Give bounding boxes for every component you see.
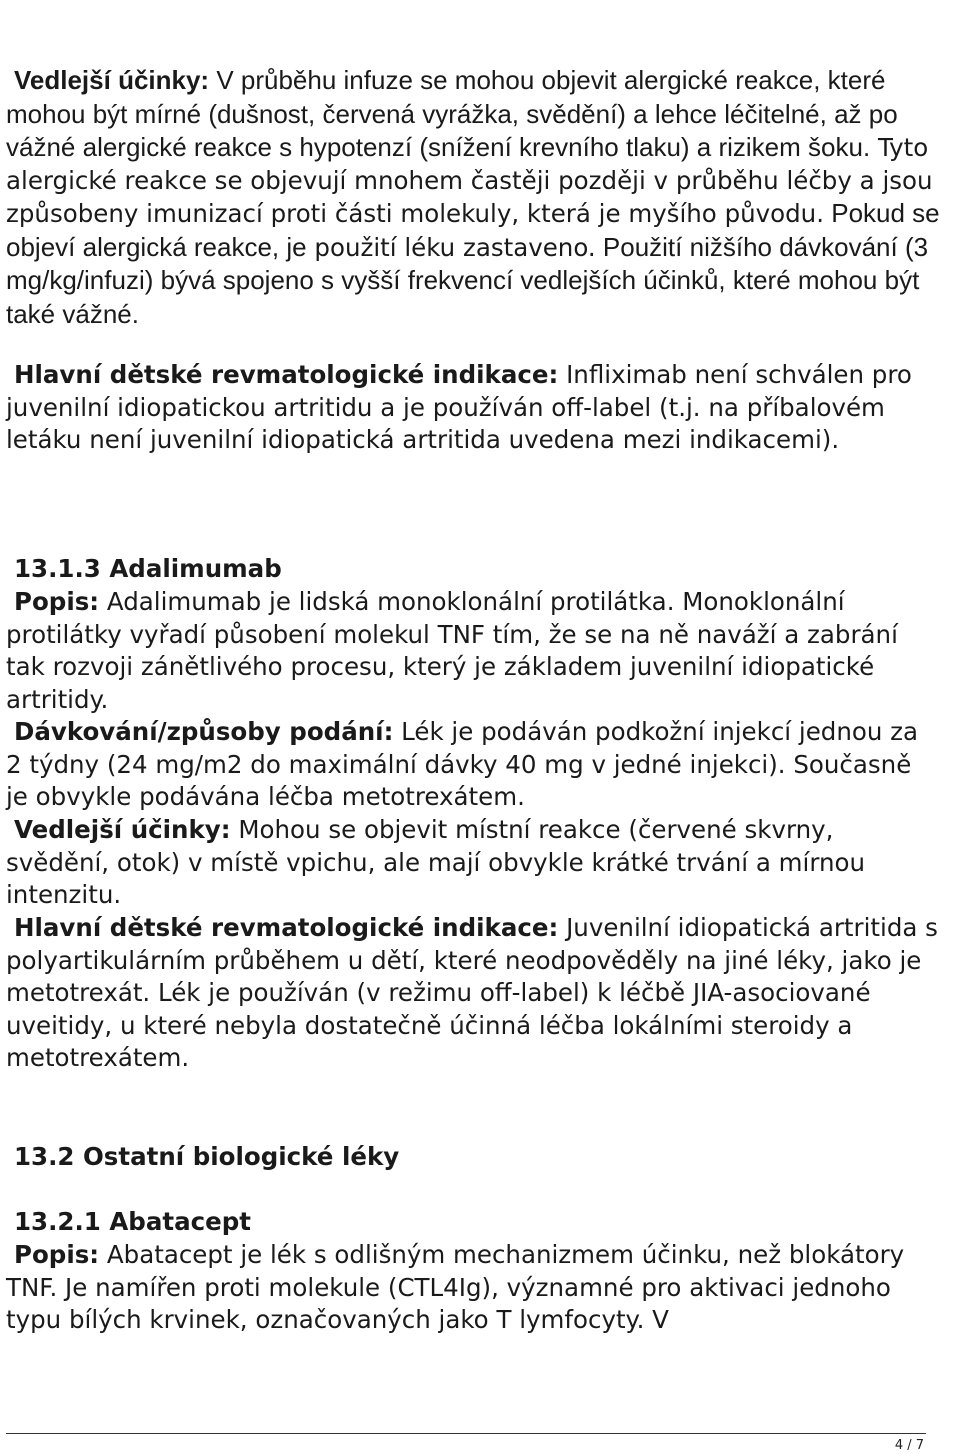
text-dosing: Lék je podáván podkožní injekcí jednou za 2 týdny (24 mg/m2 do maximální dávky 40 mg v jedné injekci). Současně je obvykle podávána léčba metotrexátem. [6,717,919,811]
paragraph-adalimumab-description [6,586,940,716]
text-description-2: Abatacept je lék s odlišným mechanizmem účinku, než blokátory TNF. Je namířen proti molekule (CTL4Ig), významné pro aktivaci jednoho typu bílých krvinek, označovaných jako T lymfocyty. V [6,1240,905,1334]
text-description: Adalimumab je lidská monoklonální protilátka. Monoklonální protilátky vyřadí působení molekul TNF tím, že se na ně naváží a zabrání tak rozvoji zánětlivého procesu, který je základem juvenilní idiopatické artritidy. [6,587,898,714]
label-description-2: Popis: [14,1240,100,1269]
label-indications: Hlavní dětské revmatologické indikace: [14,360,559,389]
footer-divider [6,1433,926,1434]
label-side-effects-2: Vedlejší účinky: [14,815,231,844]
text-side-effects-c: Pokud se objeví alergická reakce, je [6,198,940,262]
text-side-effects-b: Tyto alergické reakce se objevují mnohem častěji později v průběhu léčby a jsou způsobeny imunizací proti části molekuly, která je myšího původu. [6,133,933,228]
paragraph-infliximab-side-effects [6,64,940,331]
text-side-effects-a: V průběhu infuze se mohou objevit alergické reakce, které mohou být mírné (dušnost, červená vyrážka, svědění) a lehce léčitelné, až po vážné alergické reakce s hypotenzí (snížení krevního tlaku) a rizikem šoku. [6,65,898,162]
text-side-effects-d: použití léku zastaveno. [306,232,596,262]
heading-abatacept: 13.2.1 Abatacept [14,1207,251,1236]
text-side-effects-e: Použití nižšího dávkování (3 mg/kg/infuzi) bývá spojeno s vyšší frekvencí vedlejších účinků, které mohou být také vážné. [6,231,929,329]
label-description: Popis: [14,587,100,616]
paragraph-abatacept-description [6,1239,940,1337]
paragraph-adalimumab-dosing [6,716,940,814]
paragraph-adalimumab-side-effects [6,814,940,912]
paragraph-infliximab-indications [6,359,940,457]
label-indications-2: Hlavní dětské revmatologické indikace: [14,913,559,942]
paragraph-adalimumab-indications [6,912,940,1075]
text-indications: Infliximab není schválen pro juvenilní idiopatickou artritidu a je používán off-label (t.j. na příbalovém letáku není juvenilní idiopatická artritida uvedena mezi indikacemi). [6,360,912,454]
label-side-effects: Vedlejší účinky: [14,65,210,95]
text-indications-2: Juvenilní idiopatická artritida s polyartikulárním průběhem u dětí, které neodpověděly na jiné léky, jako je metotrexát. Lék je používán (v režimu off-label) k léčbě JIA-asociované uveitidy, u které nebyla dostatečně účinná léčba lokálními steroidy a metotrexátem. [6,913,938,1072]
heading-other-biologics: 13.2 Ostatní biologické léky [14,1142,400,1171]
label-dosing: Dávkování/způsoby podání: [14,717,394,746]
text-side-effects-2: Mohou se objevit místní reakce (červené skvrny, svědění, otok) v místě vpichu, ale mají obvykle krátké trvání a mírnou intenzitu. [6,815,866,909]
heading-adalimumab: 13.1.3 Adalimumab [14,554,282,583]
page-number: 4 / 7 [894,1438,924,1453]
